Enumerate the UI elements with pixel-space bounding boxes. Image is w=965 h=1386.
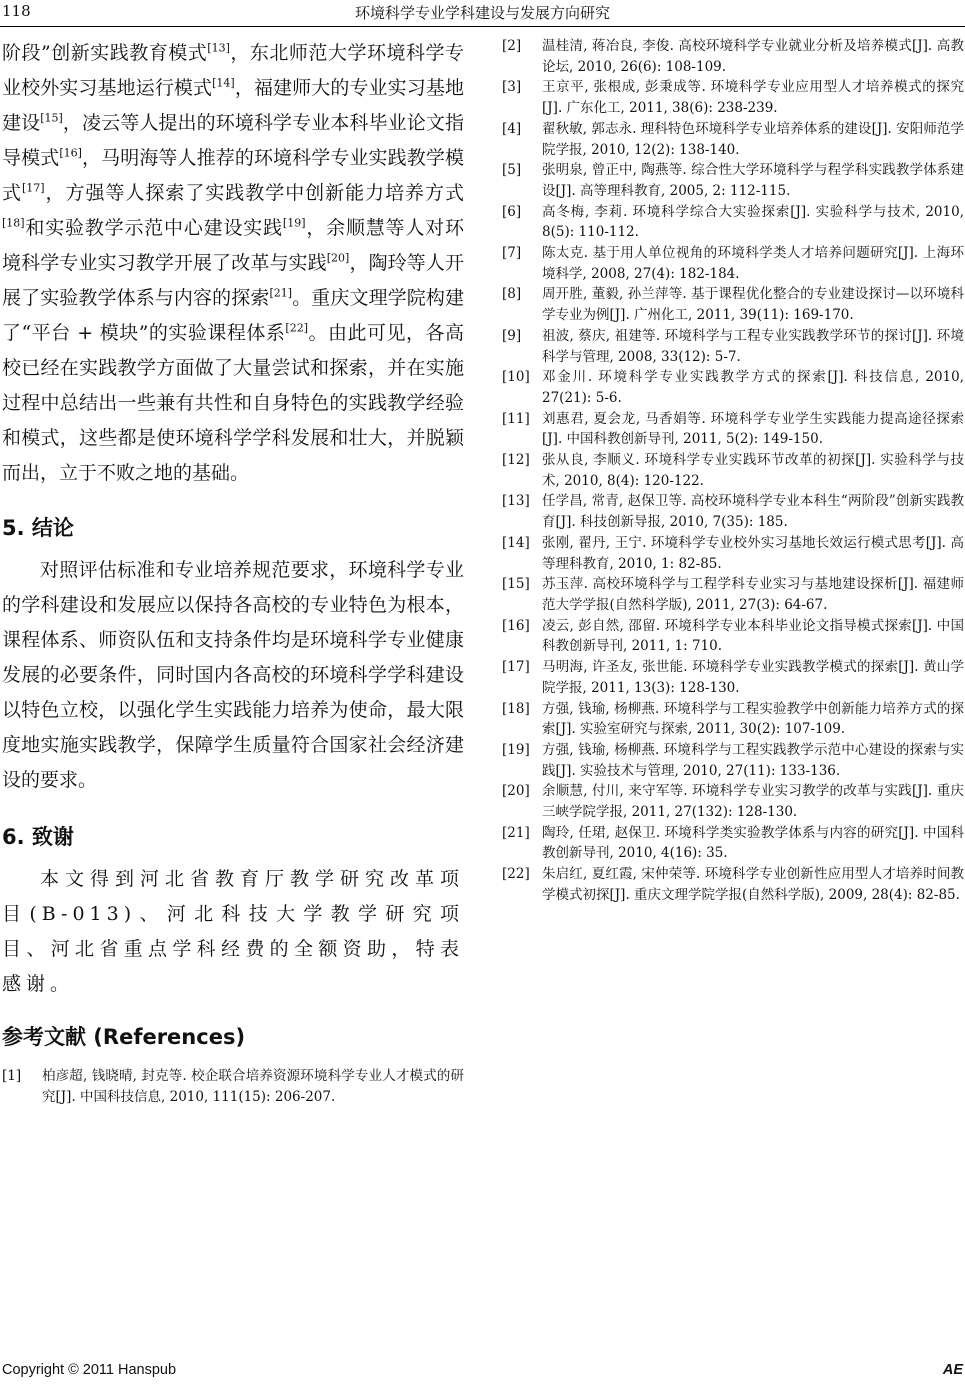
running-title: 环境科学专业学科建设与发展方向研究 (354, 4, 610, 22)
right-column (502, 36, 964, 906)
reference-item (502, 740, 964, 781)
reference-item (502, 657, 964, 698)
reference-text: 方强, 钱瑜, 杨柳燕. 环境科学与工程实践教学示范中心建设的探索与实践[J]. 实验技术与管理, 2010, 27(11): 133-136. (542, 741, 964, 779)
reference-number: [6] (502, 203, 522, 220)
citation-marker[interactable]: [14] (212, 76, 235, 90)
reference-number: [4] (502, 120, 522, 137)
reference-text: 余顺慧, 付川, 来守军等. 环境科学专业实习教学的改革与实践[J]. 重庆三峡学院学报, 2011, 27(132): 128-130. (542, 783, 964, 821)
reference-number: [22] (502, 866, 530, 883)
reference-text: 祖波, 蔡庆, 祖建等. 环境科学与工程专业实践教学环节的探讨[J]. 环境科学与管理, 2008, 33(12): 5-7. (542, 327, 964, 365)
reference-item (502, 160, 964, 201)
reference-text: 张刚, 翟丹, 王宁. 环境科学专业校外实习基地长效运行模式思考[J]. 高等理科教育, 2010, 1: 82-85. (542, 534, 964, 572)
conclusion-block (2, 553, 464, 798)
reference-item (502, 326, 964, 367)
intro-text-segment: 。由此可见，各高校已经在实践教学方面做了大量尝试和探索，并在实施过程中总结出一些兼有共性和自身特色的实践教学经验和模式，这些都是使环境科学学科发展和壮大，并脱颖而出，立于不败之地的基础。 (2, 322, 464, 484)
intro-text-segment: ，东北师范大学环境科学专业校外实习基地运行模式 (2, 42, 464, 99)
reference-number: [21] (502, 824, 530, 841)
intro-text-segment: ，福建师大的专业实习基地建设 (2, 77, 464, 134)
intro-paragraph-block (2, 36, 464, 491)
reference-item (502, 491, 964, 532)
reference-number: [2] (502, 38, 522, 54)
reference-text: 高冬梅, 李莉. 环境科学综合大实验探索[J]. 实验科学与技术, 2010, 8(5): 110-112. (542, 203, 964, 241)
reference-number: [3] (502, 79, 522, 96)
left-column (2, 36, 464, 1107)
reference-text: 张从良, 李顺义. 环境科学专业实践环节改革的初探[J]. 实验科学与技术, 2010, 8(4): 120-122. (542, 452, 964, 489)
references-heading: 参考文献 (References) (2, 1025, 246, 1049)
reference-number: [17] (502, 659, 530, 676)
intro-text-segment: ，余顺慧等人对环境科学专业实习教学开展了改革与实践 (2, 217, 464, 274)
reference-text: 任学昌, 常青, 赵保卫等. 高校环境科学专业本科生“两阶段”创新实践教育[J]. 科技创新导报, 2010, 7(35): 185. (542, 493, 964, 531)
reference-item (502, 450, 964, 491)
reference-number: [14] (502, 534, 530, 551)
intro-text-segment: 阶段”创新实践教育模式 (2, 42, 208, 64)
page-header (0, 0, 965, 27)
reference-text: 翟秋敏, 郭志永. 理科特色环境科学专业培养体系的建设[J]. 安阳师范学院学报, 2010, 12(2): 138-140. (542, 120, 964, 158)
reference-number: [9] (502, 327, 522, 344)
reference-number: [7] (502, 245, 522, 262)
conclusion-paragraph: 对照评估标准和专业培养规范要求，环境科学专业的学科建设和发展应以保持各高校的专业特色为根本，课程体系、师资队伍和支持条件均是环境科学专业健康发展的必要条件，同时国内各高校的环境科学学科建设以特色立校，以强化学生实践能力培养为使命，最大限度地实施实践教学，保障学生质量符合国家社会经济建设的要求。 (2, 559, 464, 791)
reference-number: [11] (502, 410, 530, 427)
reference-text: 周开胜, 董毅, 孙兰萍等. 基于课程优化整合的专业建设探讨—以环境科学专业为例[J]. 广州化工, 2011, 39(11): 169-170. (542, 286, 964, 324)
citation-marker[interactable]: [15] (40, 111, 63, 125)
reference-list-right (502, 36, 964, 906)
citation-marker[interactable]: [20] (326, 251, 350, 265)
reference-number: [8] (502, 286, 522, 303)
section-heading-conclusion: 5. 结论 (2, 516, 74, 540)
reference-item (502, 77, 964, 118)
acknowledgement-block (2, 862, 464, 1002)
reference-text: 温桂清, 蒋冶良, 李俊. 高校环境科学专业就业分析及培养模式[J]. 高教论坛, 2010, 26(6): 108-109. (542, 38, 964, 75)
reference-number: [1] (2, 1068, 22, 1084)
reference-item (502, 781, 964, 822)
intro-text-segment: 。重庆文理学院构建了“平台 + 模块”的实验课程体系 (2, 287, 464, 344)
reference-item (502, 284, 964, 325)
intro-text-segment: ，凌云等人提出的环境科学专业本科毕业论文指导模式 (2, 112, 464, 169)
reference-text: 邓金川. 环境科学专业实践教学方式的探索[J]. 科技信息, 2010, 27(21): 5-6. (542, 369, 964, 406)
reference-number: [15] (502, 576, 530, 593)
intro-paragraph (2, 36, 464, 491)
reference-item (502, 699, 964, 740)
reference-item (502, 823, 964, 864)
reference-text: 苏玉萍. 高校环境科学与工程学科专业实习与基地建设探析[J]. 福建师范大学学报(自然科学版), 2011, 27(3): 64-67. (542, 576, 964, 613)
reference-item (502, 243, 964, 284)
intro-text-segment: ，陶玲等人开展了实验教学体系与内容的探索 (2, 252, 464, 309)
reference-item (502, 409, 964, 450)
reference-text: 张明泉, 曾正中, 陶燕等. 综合性大学环境科学与程学科实践教学体系建设[J]. 高等理科教育, 2005, 2: 112-115. (542, 162, 964, 199)
reference-text: 柏彦超, 钱晓晴, 封克等. 校企联合培养资源环境科学专业人才模式的研究[J]. 中国科技信息, 2010, 111(15): 206-207. (42, 1068, 464, 1105)
reference-item (502, 533, 964, 574)
citation-marker[interactable]: [22] (285, 321, 308, 335)
reference-number: [13] (502, 493, 530, 510)
citation-marker[interactable]: [16] (59, 146, 82, 160)
citation-marker[interactable]: [13] (207, 41, 230, 55)
reference-number: [5] (502, 162, 522, 179)
reference-item (2, 1066, 464, 1107)
citation-marker[interactable]: [21] (269, 286, 293, 300)
intro-text-segment: ，马明海等人推荐的环境科学专业实践教学模式 (2, 147, 464, 204)
reference-text: 朱启红, 夏红霞, 宋仲荣等. 环境科学专业创新性应用型人才培养时间教学模式初探[J]. 重庆文理学院学报(自然科学版), 2009, 28(4): 82-85. (542, 866, 964, 903)
reference-text: 陶玲, 任珺, 赵保卫. 环境科学类实验教学体系与内容的研究[J]. 中国科教创新导刊, 2010, 4(16): 35. (542, 824, 964, 862)
reference-item (502, 36, 964, 77)
acknowledgement-paragraph: 本文得到河北省教育厅教学研究改革项目(B-013)、河北科技大学教学研究项目、河北省重点学科经费的全额资助，特表感谢。 (2, 868, 464, 995)
reference-item (502, 202, 964, 243)
intro-text-segment: 和实验教学示范中心建设实践 (24, 217, 283, 239)
reference-text: 马明海, 许圣友, 张世能. 环境科学专业实践教学模式的探索[J]. 黄山学院学报, 2011, 13(3): 128-130. (542, 659, 964, 696)
reference-text: 刘惠君, 夏会龙, 马香娟等. 环境科学专业学生实践能力提高途径探索[J]. 中国科教创新导刊, 2011, 5(2): 149-150. (542, 410, 964, 448)
intro-text-segment: ，方强等人探索了实践教学中创新能力培养方式 (44, 182, 464, 204)
reference-item (502, 574, 964, 615)
reference-text: 王京平, 张根成, 彭秉成等. 环境科学专业应用型人才培养模式的探究[J]. 广东化工, 2011, 38(6): 238-239. (542, 79, 964, 117)
reference-number: [20] (502, 783, 530, 800)
reference-item (502, 119, 964, 160)
reference-number: [12] (502, 452, 530, 469)
reference-number: [18] (502, 700, 530, 717)
journal-abbreviation: AE (942, 1362, 963, 1378)
reference-item (502, 864, 964, 905)
citation-marker[interactable]: [18] (2, 216, 25, 230)
citation-marker[interactable]: [17] (21, 181, 45, 195)
citation-marker[interactable]: [19] (282, 216, 306, 230)
reference-text: 凌云, 彭自然, 邵留. 环境科学专业本科毕业论文指导模式探索[J]. 中国科教创新导刊, 2011, 1: 710. (542, 617, 964, 655)
reference-number: [10] (502, 369, 530, 386)
copyright-notice: Copyright © 2011 Hanspub (2, 1362, 177, 1378)
reference-text: 陈太克. 基于用人单位视角的环境科学类人才培养问题研究[J]. 上海环境科学, 2008, 27(4): 182-184. (542, 245, 964, 282)
section-heading-acknowledgement: 6. 致谢 (2, 825, 74, 849)
reference-text: 方强, 钱瑜, 杨柳燕. 环境科学与工程实验教学中创新能力培养方式的探索[J]. 实验室研究与探索, 2011, 30(2): 107-109. (542, 700, 964, 738)
reference-list-left (2, 1066, 464, 1107)
reference-item (502, 616, 964, 657)
page-footer (2, 1362, 963, 1384)
reference-number: [16] (502, 617, 530, 634)
reference-item (502, 367, 964, 408)
page-number: 118 (2, 2, 31, 20)
reference-number: [19] (502, 741, 530, 758)
